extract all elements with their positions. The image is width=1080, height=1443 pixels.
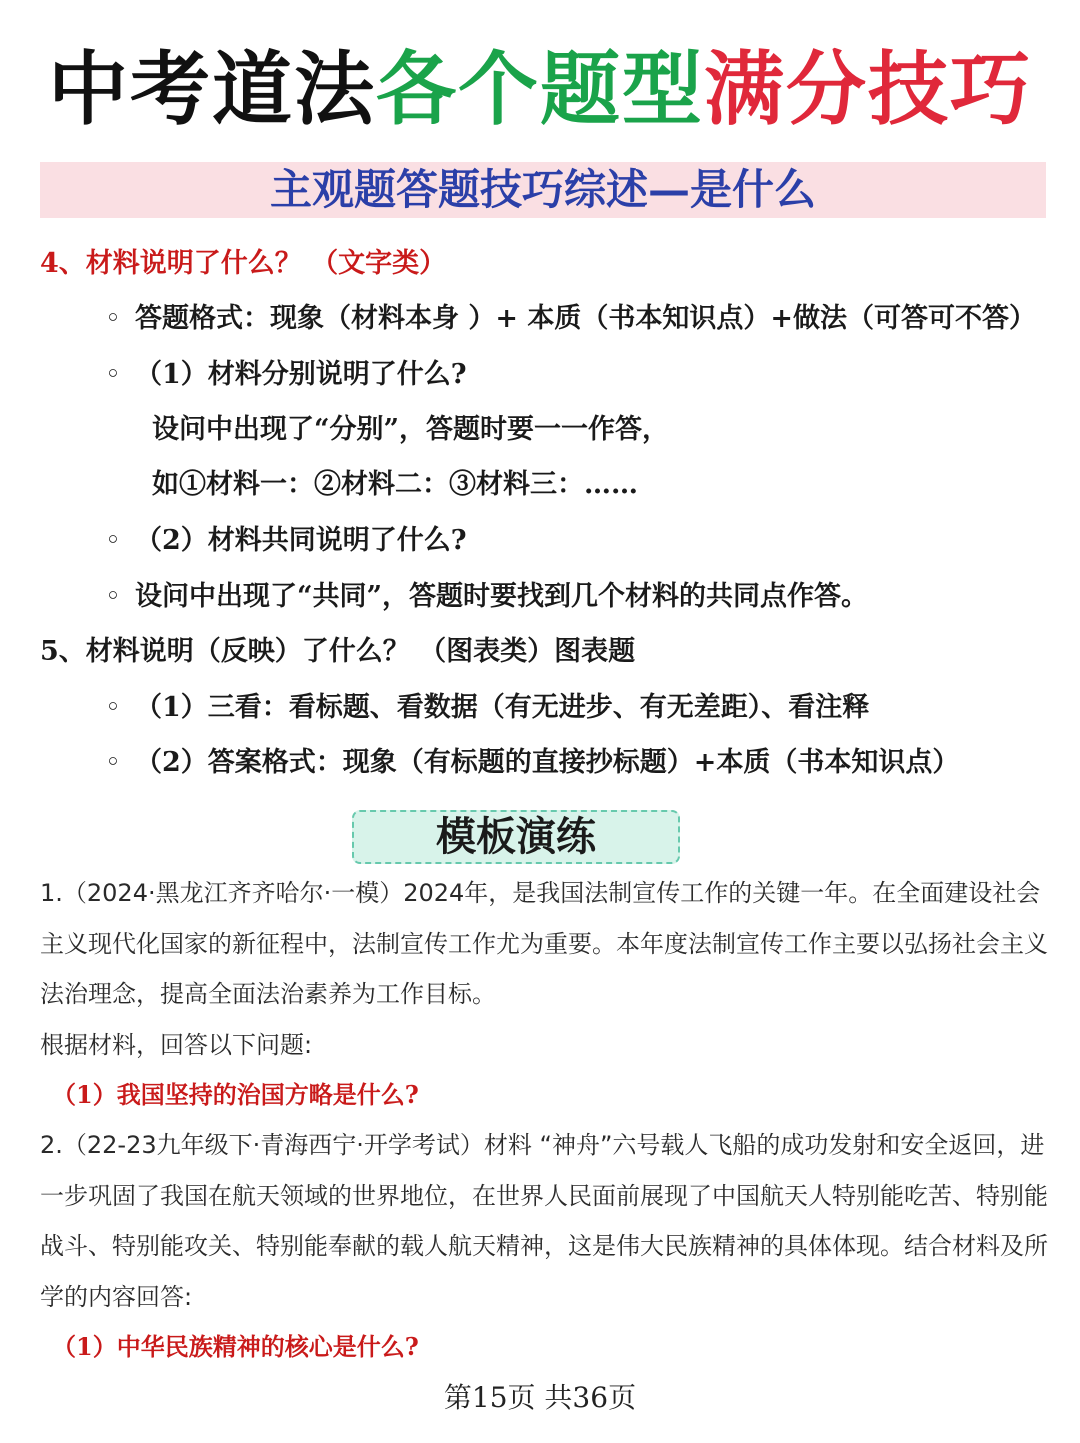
subtitle-banner [40,162,1046,218]
bullet-item [105,579,868,615]
bullet-item [105,357,467,393]
bullet-dot: ◦ [105,692,121,723]
exercise-1 [40,868,1050,1121]
section5-heading: 5、材料说明（反映）了什么？ （图表类）图表题 [40,636,636,667]
title-part-black: 中考道法 [48,43,376,136]
bullet-item [105,301,1036,337]
indent-line: 设问中出现了“分别”，答题时要一一作答， [152,414,670,445]
exercise-1-question: （1）我国坚持的治国方略是什么? [52,1080,419,1109]
bullet-dot: ◦ [105,303,121,334]
bullet-dot: ◦ [105,525,121,556]
title-part-green: 各个题型 [376,43,704,136]
bullet-item [105,523,467,559]
bullet-text: （2）材料共同说明了什么? [135,525,467,556]
page-title [0,40,1080,140]
bullet-text: （2）答案格式：现象（有标题的直接抄标题）+本质（书本知识点） [135,747,960,778]
bullet-text: 答题格式：现象（材料本身 ）+ 本质（书本知识点）+做法（可答可不答） [135,303,1037,334]
exercise-1-prompt: 根据材料，回答以下问题: [40,1030,313,1059]
bullet-dot: ◦ [105,581,121,612]
bullet-text: （1）三看：看标题、看数据（有无进步、有无差距）、看注释 [135,692,870,723]
bullet-text: （1）材料分别说明了什么? [135,359,467,390]
template-practice-badge: 模板演练 [352,810,680,864]
bullet-dot: ◦ [105,747,121,778]
bullet-item [105,690,869,726]
indent-line: 如①材料一：②材料二：③材料三：…… [152,469,638,500]
bullet-text: 设问中出现了“共同”，答题时要找到几个材料的共同点作答。 [135,581,869,612]
exercise-2-text: 2.（22-23九年级下·青海西宁·开学考试）材料 “神舟”六号载人飞船的成功发射和安全返回，进一步巩固了我国在航天领域的世界地位，在世界人民面前展现了中国航天人特别能吃苦、特别能战斗、特别能攻关、特别能奉献的载人航天精神，这是伟大民族精神的具体体现。结合材料及所学的内容回答: [40,1131,1048,1311]
section4-heading: 4、材料说明了什么？ （文字类） [40,248,447,279]
page-number: 第15页 共36页 [443,1381,637,1414]
title-part-red: 满分技巧 [704,43,1032,136]
bullet-dot: ◦ [105,359,121,390]
exercise-2 [40,1120,1050,1373]
subtitle: 主观题答题技巧综述—是什么 [269,165,816,214]
exercise-2-question: （1）中华民族精神的核心是什么? [52,1332,419,1361]
exercise-1-text: 1.（2024·黑龙江齐齐哈尔·一模）2024年，是我国法制宣传工作的关键一年。在全面建设社会主义现代化国家的新征程中，法制宣传工作尤为重要。本年度法制宣传工作主要以弘扬社会主义法治理念，提高全面法治素养为工作目标。 [40,879,1048,1008]
bullet-item [105,745,959,781]
